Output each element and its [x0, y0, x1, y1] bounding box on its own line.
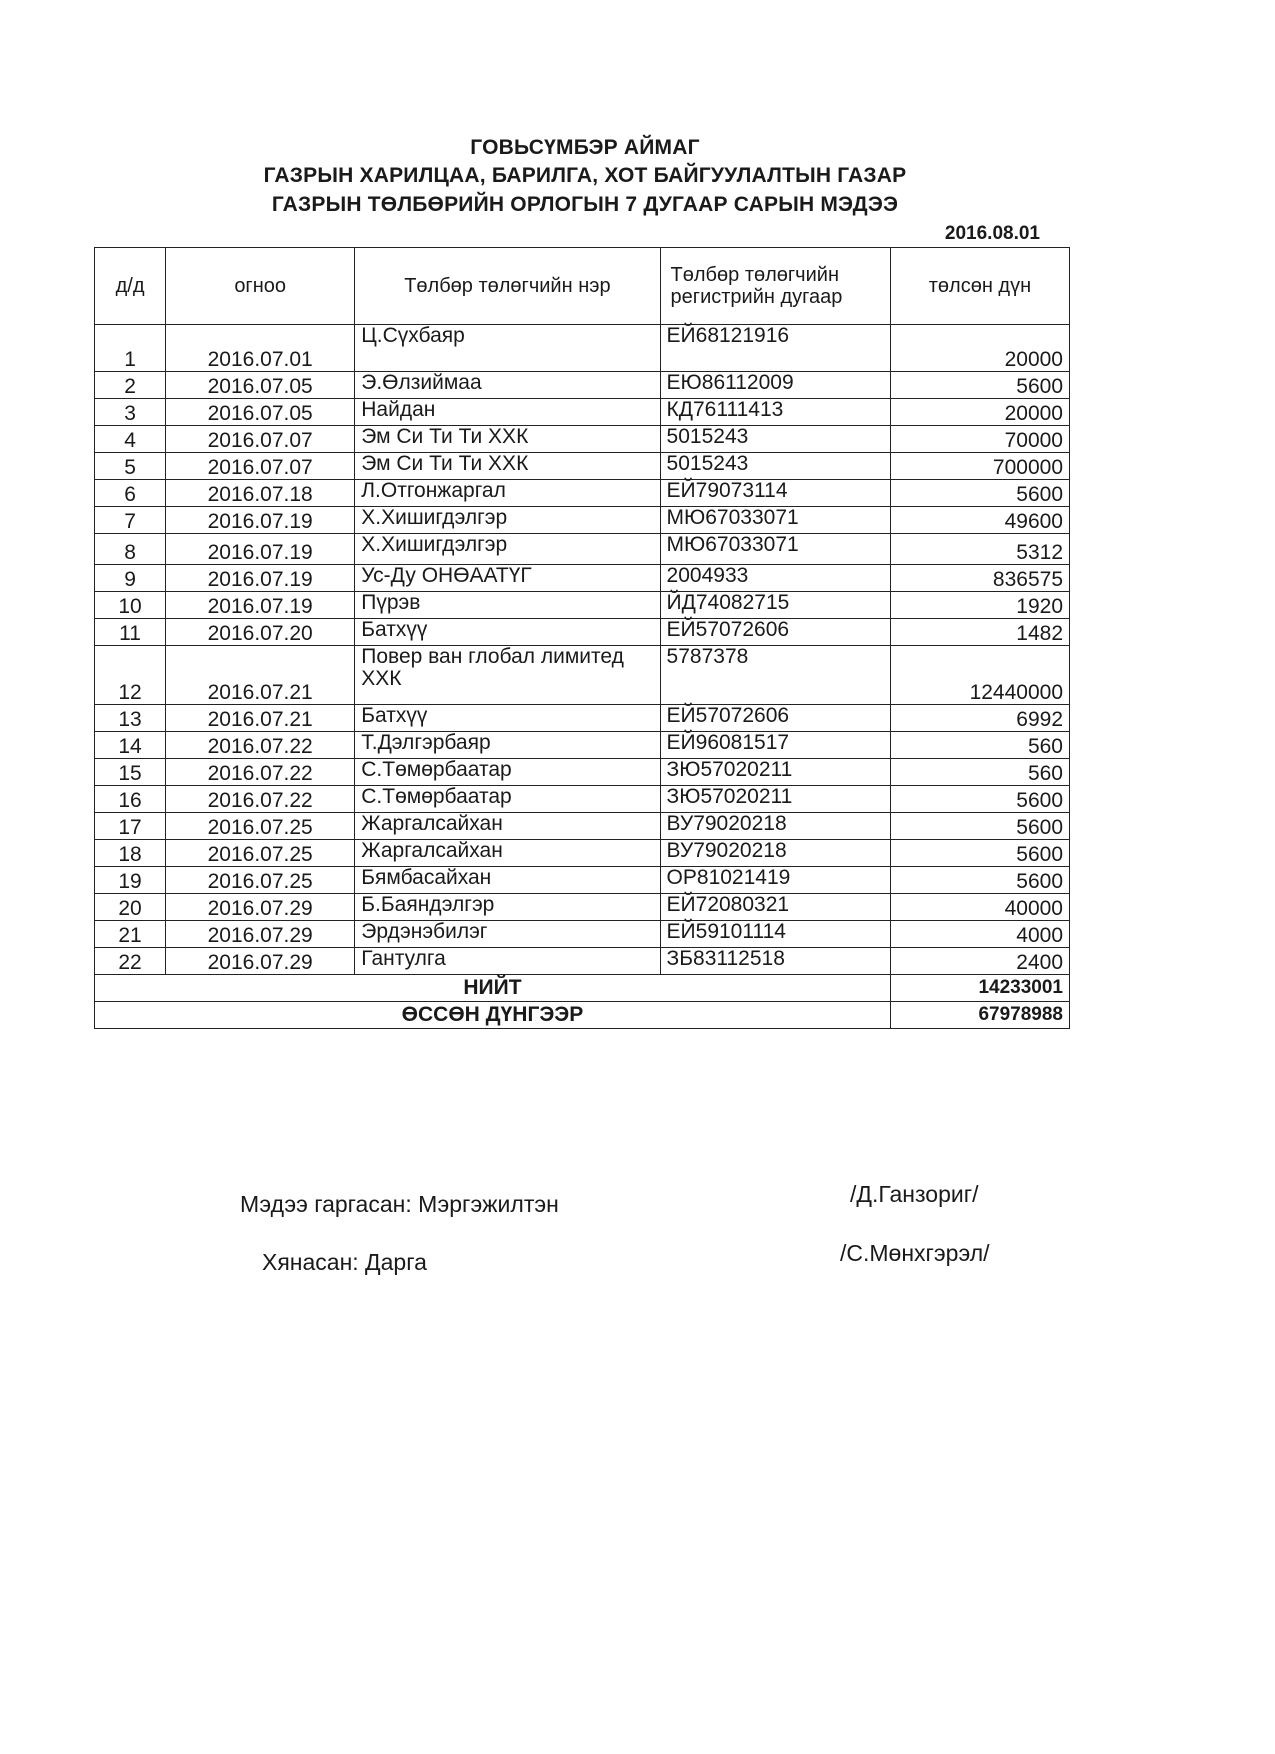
- cell-payer-name: Х.Хишигдэлгэр: [355, 534, 660, 565]
- cell-registration-number: ЕЙ59101114: [660, 921, 890, 948]
- cell-number: 8: [95, 534, 166, 565]
- cell-registration-number: ЙД74082715: [660, 592, 890, 619]
- cell-amount: 6992: [890, 705, 1069, 732]
- cell-number: 7: [95, 507, 166, 534]
- cell-number: 14: [95, 732, 166, 759]
- cell-registration-number: КД76111413: [660, 399, 890, 426]
- cell-registration-number: 5787378: [660, 646, 890, 705]
- cell-payer-name: Бямбасайхан: [355, 867, 660, 894]
- cell-amount: 5600: [890, 840, 1069, 867]
- cell-number: 20: [95, 894, 166, 921]
- table-row: [95, 619, 1070, 646]
- table-row: [95, 426, 1070, 453]
- cell-payer-name: Э.Өлзиймаа: [355, 372, 660, 399]
- cell-amount: 5600: [890, 813, 1069, 840]
- cell-number: 17: [95, 813, 166, 840]
- cell-number: 6: [95, 480, 166, 507]
- cell-number: 22: [95, 948, 166, 975]
- cell-date: 2016.07.19: [166, 534, 355, 565]
- cell-registration-number: 5015243: [660, 426, 890, 453]
- cell-registration-number: ЕЙ79073114: [660, 480, 890, 507]
- table-row: [95, 325, 1070, 372]
- cell-payer-name: Л.Отгонжаргал: [355, 480, 660, 507]
- cumulative-value: 67978988: [890, 1002, 1069, 1029]
- table-row: [95, 894, 1070, 921]
- cell-date: 2016.07.22: [166, 786, 355, 813]
- cell-number: 3: [95, 399, 166, 426]
- table-row: [95, 786, 1070, 813]
- cell-date: 2016.07.22: [166, 759, 355, 786]
- cell-payer-name: Эрдэнэбилэг: [355, 921, 660, 948]
- table-body: [95, 325, 1070, 975]
- cell-number: 4: [95, 426, 166, 453]
- cell-date: 2016.07.18: [166, 480, 355, 507]
- cell-payer-name: Ус-Ду ОНӨААТҮГ: [355, 565, 660, 592]
- cell-number: 21: [95, 921, 166, 948]
- cell-amount: 5600: [890, 786, 1069, 813]
- cell-payer-name: Эм Си Ти Ти ХХК: [355, 426, 660, 453]
- cell-payer-name: Батхүү: [355, 705, 660, 732]
- cell-payer-name: Найдан: [355, 399, 660, 426]
- table-row: [95, 921, 1070, 948]
- cell-payer-name: Б.Баяндэлгэр: [355, 894, 660, 921]
- cell-date: 2016.07.05: [166, 399, 355, 426]
- table-row: [95, 453, 1070, 480]
- cell-amount: 1482: [890, 619, 1069, 646]
- cell-date: 2016.07.07: [166, 453, 355, 480]
- total-row: [95, 975, 1070, 1002]
- cell-date: 2016.07.07: [166, 426, 355, 453]
- table-row: [95, 592, 1070, 619]
- payments-table: [94, 247, 1070, 1029]
- cell-number: 12: [95, 646, 166, 705]
- cell-payer-name: Эм Си Ти Ти ХХК: [355, 453, 660, 480]
- cell-registration-number: ЕЙ57072606: [660, 619, 890, 646]
- column-header-date: огноо: [166, 248, 355, 325]
- document-title-report: ГАЗРЫН ТӨЛБӨРИЙН ОРЛОГЫН 7 ДУГААР САРЫН МЭДЭЭ: [271, 193, 899, 216]
- cell-amount: 4000: [890, 921, 1069, 948]
- cell-registration-number: ЗЮ57020211: [660, 759, 890, 786]
- cell-number: 11: [95, 619, 166, 646]
- cell-amount: 1920: [890, 592, 1069, 619]
- cell-number: 13: [95, 705, 166, 732]
- cell-registration-number: 5015243: [660, 453, 890, 480]
- cell-registration-number: ВУ79020218: [660, 840, 890, 867]
- cell-registration-number: МЮ67033071: [660, 507, 890, 534]
- cell-number: 1: [95, 325, 166, 372]
- cell-number: 18: [95, 840, 166, 867]
- table-row: [95, 732, 1070, 759]
- cell-payer-name: Жаргалсайхан: [355, 813, 660, 840]
- table-row: [95, 565, 1070, 592]
- table-row: [95, 948, 1070, 975]
- cell-amount: 560: [890, 732, 1069, 759]
- cell-number: 16: [95, 786, 166, 813]
- cell-amount: 5600: [890, 480, 1069, 507]
- cell-date: 2016.07.21: [166, 646, 355, 705]
- cell-date: 2016.07.20: [166, 619, 355, 646]
- cell-payer-name: Жаргалсайхан: [355, 840, 660, 867]
- cell-date: 2016.07.21: [166, 705, 355, 732]
- table-row: [95, 705, 1070, 732]
- cell-number: 15: [95, 759, 166, 786]
- cell-payer-name: С.Төмөрбаатар: [355, 759, 660, 786]
- column-header-number: д/д: [95, 248, 166, 325]
- cell-date: 2016.07.19: [166, 507, 355, 534]
- cell-registration-number: ЗЮ57020211: [660, 786, 890, 813]
- cell-date: 2016.07.22: [166, 732, 355, 759]
- column-header-payer-name: Төлбөр төлөгчийн нэр: [355, 248, 660, 325]
- cell-amount: 20000: [890, 325, 1069, 372]
- cell-date: 2016.07.29: [166, 921, 355, 948]
- cell-amount: 2400: [890, 948, 1069, 975]
- cell-amount: 700000: [890, 453, 1069, 480]
- total-value: 14233001: [890, 975, 1069, 1002]
- cell-registration-number: 2004933: [660, 565, 890, 592]
- cell-payer-name: Повер ван глобал лимитед ХХК: [355, 646, 660, 705]
- cell-amount: 12440000: [890, 646, 1069, 705]
- cell-number: 2: [95, 372, 166, 399]
- table-row: [95, 507, 1070, 534]
- cell-number: 19: [95, 867, 166, 894]
- cell-date: 2016.07.05: [166, 372, 355, 399]
- cell-payer-name: С.Төмөрбаатар: [355, 786, 660, 813]
- table-row: [95, 534, 1070, 565]
- cell-date: 2016.07.29: [166, 948, 355, 975]
- cell-registration-number: ОР81021419: [660, 867, 890, 894]
- cell-amount: 40000: [890, 894, 1069, 921]
- column-header-registration-number: Төлбөр төлөгчийн регистрийн дугаар: [660, 248, 890, 325]
- cell-date: 2016.07.19: [166, 565, 355, 592]
- cell-amount: 5600: [890, 867, 1069, 894]
- table-row: [95, 867, 1070, 894]
- cell-registration-number: ЕЙ72080321: [660, 894, 890, 921]
- prepared-by-name: /Д.Ганзориг/: [850, 1181, 979, 1207]
- cell-date: 2016.07.19: [166, 592, 355, 619]
- cell-date: 2016.07.29: [166, 894, 355, 921]
- cell-date: 2016.07.01: [166, 325, 355, 372]
- cell-registration-number: ВУ79020218: [660, 813, 890, 840]
- prepared-by-label: Мэдээ гаргасан: Мэргэжилтэн: [240, 1191, 559, 1217]
- cell-date: 2016.07.25: [166, 840, 355, 867]
- column-header-amount-paid: төлсөн дүн: [890, 248, 1069, 325]
- cell-registration-number: ЕЮ86112009: [660, 372, 890, 399]
- document-title-department: ГАЗРЫН ХАРИЛЦАА, БАРИЛГА, ХОТ БАЙГУУЛАЛТЫН ГАЗАР: [263, 164, 907, 187]
- cumulative-row: [95, 1002, 1070, 1029]
- checked-by-name: /С.Мөнхгэрэл/: [840, 1240, 990, 1266]
- cell-amount: 560: [890, 759, 1069, 786]
- cell-payer-name: Гантулга: [355, 948, 660, 975]
- cell-payer-name: Ц.Сүхбаяр: [355, 325, 660, 372]
- cell-amount: 49600: [890, 507, 1069, 534]
- table-row: [95, 646, 1070, 705]
- total-label: НИЙТ: [95, 975, 891, 1002]
- cell-amount: 20000: [890, 399, 1069, 426]
- cell-registration-number: МЮ67033071: [660, 534, 890, 565]
- table-row: [95, 759, 1070, 786]
- cell-amount: 5600: [890, 372, 1069, 399]
- checked-by-label: Хянасан: Дарга: [262, 1249, 427, 1275]
- cell-registration-number: ЕЙ96081517: [660, 732, 890, 759]
- cell-amount: 5312: [890, 534, 1069, 565]
- table-row: [95, 813, 1070, 840]
- cell-number: 5: [95, 453, 166, 480]
- table-header-row: [95, 248, 1070, 325]
- cell-date: 2016.07.25: [166, 867, 355, 894]
- table-row: [95, 480, 1070, 507]
- document-date: 2016.08.01: [944, 223, 1040, 244]
- table-row: [95, 840, 1070, 867]
- cell-number: 10: [95, 592, 166, 619]
- cell-amount: 70000: [890, 426, 1069, 453]
- cell-registration-number: ЕЙ68121916: [660, 325, 890, 372]
- cell-amount: 836575: [890, 565, 1069, 592]
- table-row: [95, 399, 1070, 426]
- cell-payer-name: Батхүү: [355, 619, 660, 646]
- cell-payer-name: Пүрэв: [355, 592, 660, 619]
- table-row: [95, 372, 1070, 399]
- cell-date: 2016.07.25: [166, 813, 355, 840]
- cell-number: 9: [95, 565, 166, 592]
- document-title-region: ГОВЬСҮМБЭР АЙМАГ: [470, 136, 700, 159]
- cell-registration-number: ЕЙ57072606: [660, 705, 890, 732]
- cumulative-label: ӨССӨН ДҮНГЭЭР: [95, 1002, 891, 1029]
- cell-payer-name: Х.Хишигдэлгэр: [355, 507, 660, 534]
- cell-registration-number: ЗБ83112518: [660, 948, 890, 975]
- cell-payer-name: Т.Дэлгэрбаяр: [355, 732, 660, 759]
